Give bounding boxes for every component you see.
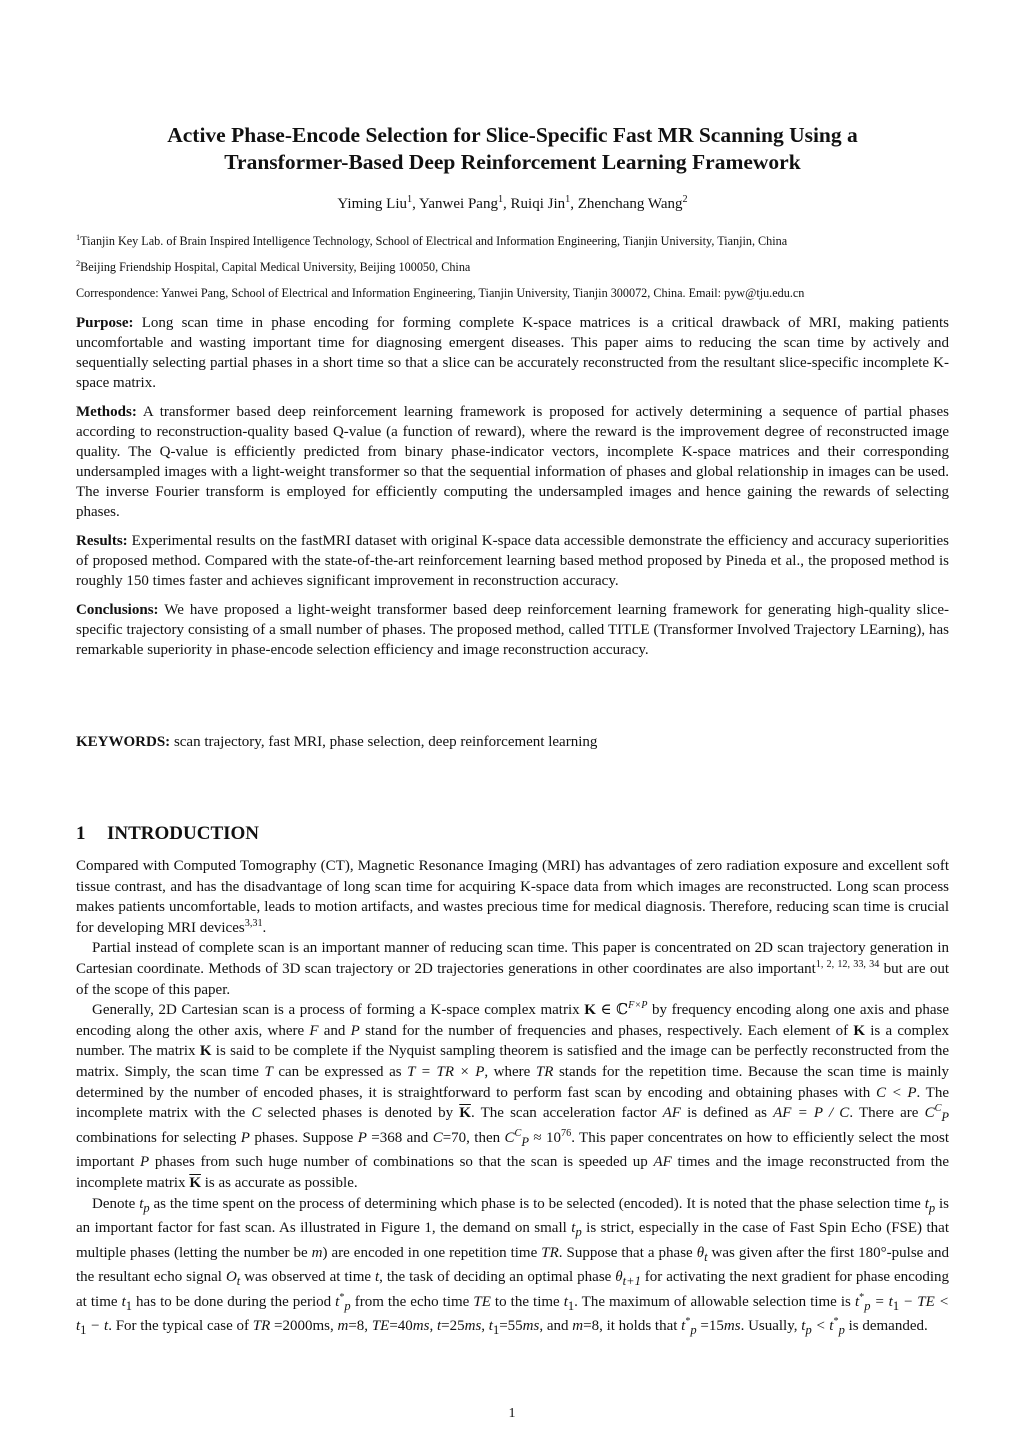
text-run: can be expressed as [272,1063,408,1080]
math-TE: TE [371,1318,390,1335]
math-P: P [240,1129,250,1146]
math-F: F [309,1022,319,1039]
text-run: . The scan acceleration factor [470,1105,663,1122]
text-run: , [429,1318,437,1335]
paragraph-text: but are out of the scope of this paper. [76,960,949,998]
math-sup: * [339,1291,345,1303]
math-sup: F×P [628,1000,648,1012]
math-sub: p [690,1323,697,1338]
author-affiliation-mark: 1 [497,194,504,205]
abstract-results [76,531,949,591]
abstract-conclusions [76,600,949,660]
affiliation [76,260,949,275]
math-C: C [251,1105,262,1122]
text-run: Denote [92,1195,140,1212]
text-run: =8, it holds that [583,1318,682,1335]
math-expr: = t [870,1293,893,1310]
title-line-2: Transformer-Based Deep Reinforcement Learning Framework [224,150,801,174]
math-t: t [681,1318,686,1335]
text-run: is said to be complete if the Nyquist sampling theorem is satisfied and the image can be perfectly reconstructed from the matrix. Simply, the scan time [76,1043,950,1080]
text-run: is as accurate as possible. [200,1174,358,1191]
math-sup: * [685,1316,691,1328]
math-sub: p [838,1323,845,1338]
math-C: C [432,1129,443,1146]
math-TR: TR [535,1063,554,1080]
math-sub: 1 [892,1298,900,1313]
text-run: ) are encoded in one repetition time [322,1244,542,1261]
author-name: Yanwei Pang [419,196,498,212]
math-sub: 1 [567,1298,575,1313]
math-t: t [139,1195,144,1212]
math-ms: ms [412,1318,430,1335]
math-ms: ms [723,1318,741,1335]
math-sub: p [805,1323,812,1338]
author-name: Zhenchang Wang [577,196,683,212]
text-run: . Suppose that a phase [558,1244,697,1261]
math-sup: C [934,1103,942,1115]
intro-paragraph-4 [76,1194,949,1342]
text-run: . Usually, [740,1318,802,1335]
math-t: t [436,1318,442,1335]
math-P: P [357,1129,367,1146]
math-sup: 76 [561,1127,572,1139]
math-AF: AF [653,1154,672,1171]
math-K: K [853,1022,865,1039]
text-run: for activating the next gradient for phase encoding at time [76,1269,950,1310]
text-run: as the time spent on the process of determining which phase is to be selected (encoded). It is noted that the phase selection time [149,1195,925,1212]
math-sub: 1 [492,1323,500,1338]
math-in-complex: ∈ ℂ [595,1002,629,1019]
author-affiliation-mark: 2 [682,194,688,205]
math-t: t [335,1293,340,1310]
math-sub: p [575,1225,582,1240]
math-T: T [264,1063,273,1080]
methods-text: A transformer based deep reinforcement learning framework is proposed for actively determining a sequence of partial phases according to reconstruction-quality based Q-value (a function of reward), where the reward is the improvement degree of reconstructed image quality. The Q-value is efficiently predicted from binary phase-indicator vectors, incomplete K-space matrices and their corresponding undersampled images with a light-weight transformer so that the sequential information of phases and global relationship in images can be used. The inverse Fourier transform is employed for efficiently computing the undersampled images and hence gaining the rewards of selecting phases. [76,404,949,520]
math-sub: 1 [80,1323,87,1338]
title-line-1: Active Phase-Encode Selection for Slice-Specific Fast MR Scanning Using a [167,123,858,147]
text-run: . There are [849,1105,925,1122]
text-run: =368 and [366,1129,433,1146]
text-run: . The maximum of allowable selection time is [574,1293,855,1310]
math-sub: t [236,1274,241,1289]
math-sub: 1 [125,1298,132,1313]
text-run: by frequency encoding along one axis and phase encoding along the other axis, where [76,1002,949,1039]
text-run: Generally, 2D Cartesian scan is a process of forming a K-space complex matrix [92,1002,585,1019]
paragraph-text: Compared with Computed Tomography (CT), Magnetic Resonance Imaging (MRI) has advantages of zero radiation exposure and excellent soft tissue contrast, and has the disadvantage of long scan time for acquiring K-space data from which images are reconstructed. Long scan process makes patients uncomfortable, leads to motion artifacts, and wastes precious time for medical diagnosis. Therefore, reducing scan time is crucial for developing MRI devices [76,858,949,936]
text-run: to the time [490,1293,564,1310]
text-run: =15 [696,1318,724,1335]
math-inequality: C < P [875,1084,917,1101]
text-run: =70, then [442,1129,505,1146]
purpose-label: Purpose: [76,315,134,331]
introduction-body [76,856,949,1341]
abstract-purpose [76,313,949,393]
math-K-bar: $\overline{K}$ [189,1174,201,1191]
intro-paragraph-2 [76,938,949,1000]
text-run: , where [484,1063,536,1080]
affiliation-text: Tianjin Key Lab. of Brain Inspired Intelligence Technology, School of Electrical and Information Engineering, Tianjin University, Tianjin, China [80,234,788,248]
math-P: P [140,1154,150,1171]
text-run: , the task of deciding an optimal phase [379,1269,616,1286]
math-sup: * [859,1291,865,1303]
section-number: 1 [76,823,86,844]
text-run: . The incomplete matrix with the [76,1084,949,1122]
author-name: Yiming Liu [337,196,407,212]
conclusions-label: Conclusions: [76,602,159,618]
intro-paragraph-1 [76,856,949,938]
math-t: t [488,1318,493,1335]
text-run: =25 [441,1318,465,1335]
math-m: m [311,1244,323,1261]
math-sup: * [833,1316,839,1328]
math-t: t [924,1195,929,1212]
math-K: K [584,1002,596,1019]
text-run: =55 [499,1318,523,1335]
paragraph-text: Partial instead of complete scan is an important manner of reducing scan time. This paper is concentrated on 2D scan trajectory generation in Cartesian coordinate. Methods of 3D scan trajectory or 2D trajectories generations in other coordinates are also important [76,940,949,977]
text-run: stands for the repetition time. Because the scan time is mainly determined by the number of encoded phases, it is straightforward to perform fast scan by encoding and obtaining phases with [76,1063,949,1101]
math-sub: p [928,1200,936,1215]
text-run: ≈ 10 [528,1129,561,1146]
correspondence: Correspondence: Yanwei Pang, School of Electrical and Information Engineering, Tianjin University, Tianjin 300072, China. Email: pyw@tju.edu.cn [76,286,805,300]
page-number: 1 [508,1406,516,1421]
methods-label: Methods: [76,404,137,420]
text-run: , and [539,1318,573,1335]
math-ms: ms [464,1318,482,1335]
section-title: INTRODUCTION [107,823,260,844]
math-equation: T = TR × P [407,1063,485,1080]
author-separator: , [503,196,511,212]
text-run: combinations for selecting [76,1129,241,1146]
math-theta: θ [615,1269,623,1286]
math-expr: < t [811,1318,834,1335]
conclusions-text: We have proposed a light-weight transformer based deep reinforcement learning framework for generating high-quality slice-specific trajectory consisting of a small number of phases. The proposed method, called TITLE (Transformer Involved Trajectory LEarning), has remarkable superiority in phase-encode selection efficiency and image reconstruction accuracy. [76,602,949,658]
math-sub: t+1 [622,1274,641,1289]
keywords [76,734,949,751]
text-run: was given after the first 180°-pulse and the resultant echo signal [76,1244,949,1286]
math-sub: P [521,1134,529,1149]
affiliation-mark: 1 [76,232,81,242]
text-run: times and the image reconstructed from the incomplete matrix [76,1154,949,1191]
affiliation [76,234,949,249]
math-m: m [572,1318,584,1335]
text-run: =40 [389,1318,413,1335]
math-C: C [924,1105,935,1122]
section-heading [76,823,259,845]
text-run: . For the typical case of [108,1318,253,1335]
math-C: C [504,1129,515,1146]
intro-paragraph-3 [76,1000,949,1193]
math-t: t [374,1269,380,1286]
math-theta: θ [696,1244,705,1261]
math-equation: AF = P / C [773,1105,850,1122]
author-separator: , [412,196,420,212]
results-label: Results: [76,533,128,549]
text-run: is an important factor for fast scan. As illustrated in Figure 1, the demand on small [76,1195,949,1237]
author-affiliation-mark: 1 [407,194,413,205]
text-run: is demanded. [844,1318,928,1335]
text-run: and [318,1022,351,1039]
paragraph-text: . [262,919,267,936]
math-TE: TE [473,1293,491,1310]
math-ms: ms [522,1318,540,1335]
abstract [76,313,949,669]
text-run: is strict, especially in the case of Fast Spin Echo (FSE) that multiple phases (letting the number be [76,1220,950,1261]
math-sub: p [143,1200,150,1215]
math-t: t [854,1293,860,1310]
author-affiliation-mark: 1 [565,194,571,205]
text-run: phases. Suppose [249,1129,358,1146]
math-expr: − TE < t [76,1293,949,1335]
math-P: P [350,1022,360,1039]
math-sub: p [864,1298,871,1313]
text-run: from the echo time [350,1293,474,1310]
text-run: =2000ms, [270,1318,338,1335]
author-name: Ruiqi Jin [510,196,566,212]
affiliation-mark: 2 [76,258,81,268]
text-run: is a complex number. The matrix [76,1022,949,1060]
text-run: =8, [348,1318,372,1335]
math-expr: − t [86,1318,109,1335]
text-run: , [481,1318,489,1335]
math-sub: p [344,1298,351,1313]
author-list [76,196,949,213]
math-TR: TR [252,1318,271,1335]
affiliation-text: Beijing Friendship Hospital, Capital Medical University, Beijing 100050, China [80,260,471,274]
abstract-methods [76,402,949,522]
author-separator: , [570,196,578,212]
keywords-text: scan trajectory, fast MRI, phase selection, deep reinforcement learning [170,734,598,750]
math-sup: C [514,1127,522,1139]
math-K-bar: $\overline{K}$ [459,1105,471,1122]
paper-title [76,122,949,176]
text-run: was observed at time [240,1269,375,1286]
results-text: Experimental results on the fastMRI dataset with original K-space data accessible demonstrate the efficiency and accuracy superiorities of proposed method. Compared with the state-of-the-art reinforcement learning based method proposed by Pineda et al., the proposed method is roughly 150 times faster and achieves significant improvement in reconstruction accuracy. [76,533,949,589]
citation: 1, 2, 12, 33, 34 [815,958,880,970]
text-run: stand for the number of frequencies and phases, respectively. Each element of [359,1022,854,1039]
math-TR: TR [541,1244,559,1261]
text-run: selected phases is denoted by [261,1105,460,1122]
text-run: . This paper concentrates on how to efficiently select the most important [76,1129,949,1171]
citation: 3,31 [244,917,263,929]
text-run: has to be done during the period [132,1293,336,1310]
math-t: t [121,1293,126,1310]
math-t: t [563,1293,568,1310]
purpose-text: Long scan time in phase encoding for forming complete K-space matrices is a critical drawback of MRI, making patients uncomfortable and wasting important time for diagnosing emergent diseases. This paper aims to reducing the scan time by actively and sequentially selecting partial phases in a short time so that a slice can be accurately reconstructed from the resultant slice-specific incomplete K-space matrix. [76,315,949,391]
math-sub: t [704,1249,708,1264]
math-K: K [199,1043,212,1060]
text-run: is defined as [680,1105,774,1122]
math-m: m [337,1318,349,1335]
math-sub: P [941,1110,950,1125]
math-t: t [571,1220,576,1237]
keywords-label: KEYWORDS: [76,734,171,750]
math-t: t [801,1318,806,1335]
text-run: phases from such huge number of combinations so that the scan is speeded up [149,1154,654,1171]
math-AF: AF [662,1105,681,1122]
math-O: O [225,1269,237,1286]
